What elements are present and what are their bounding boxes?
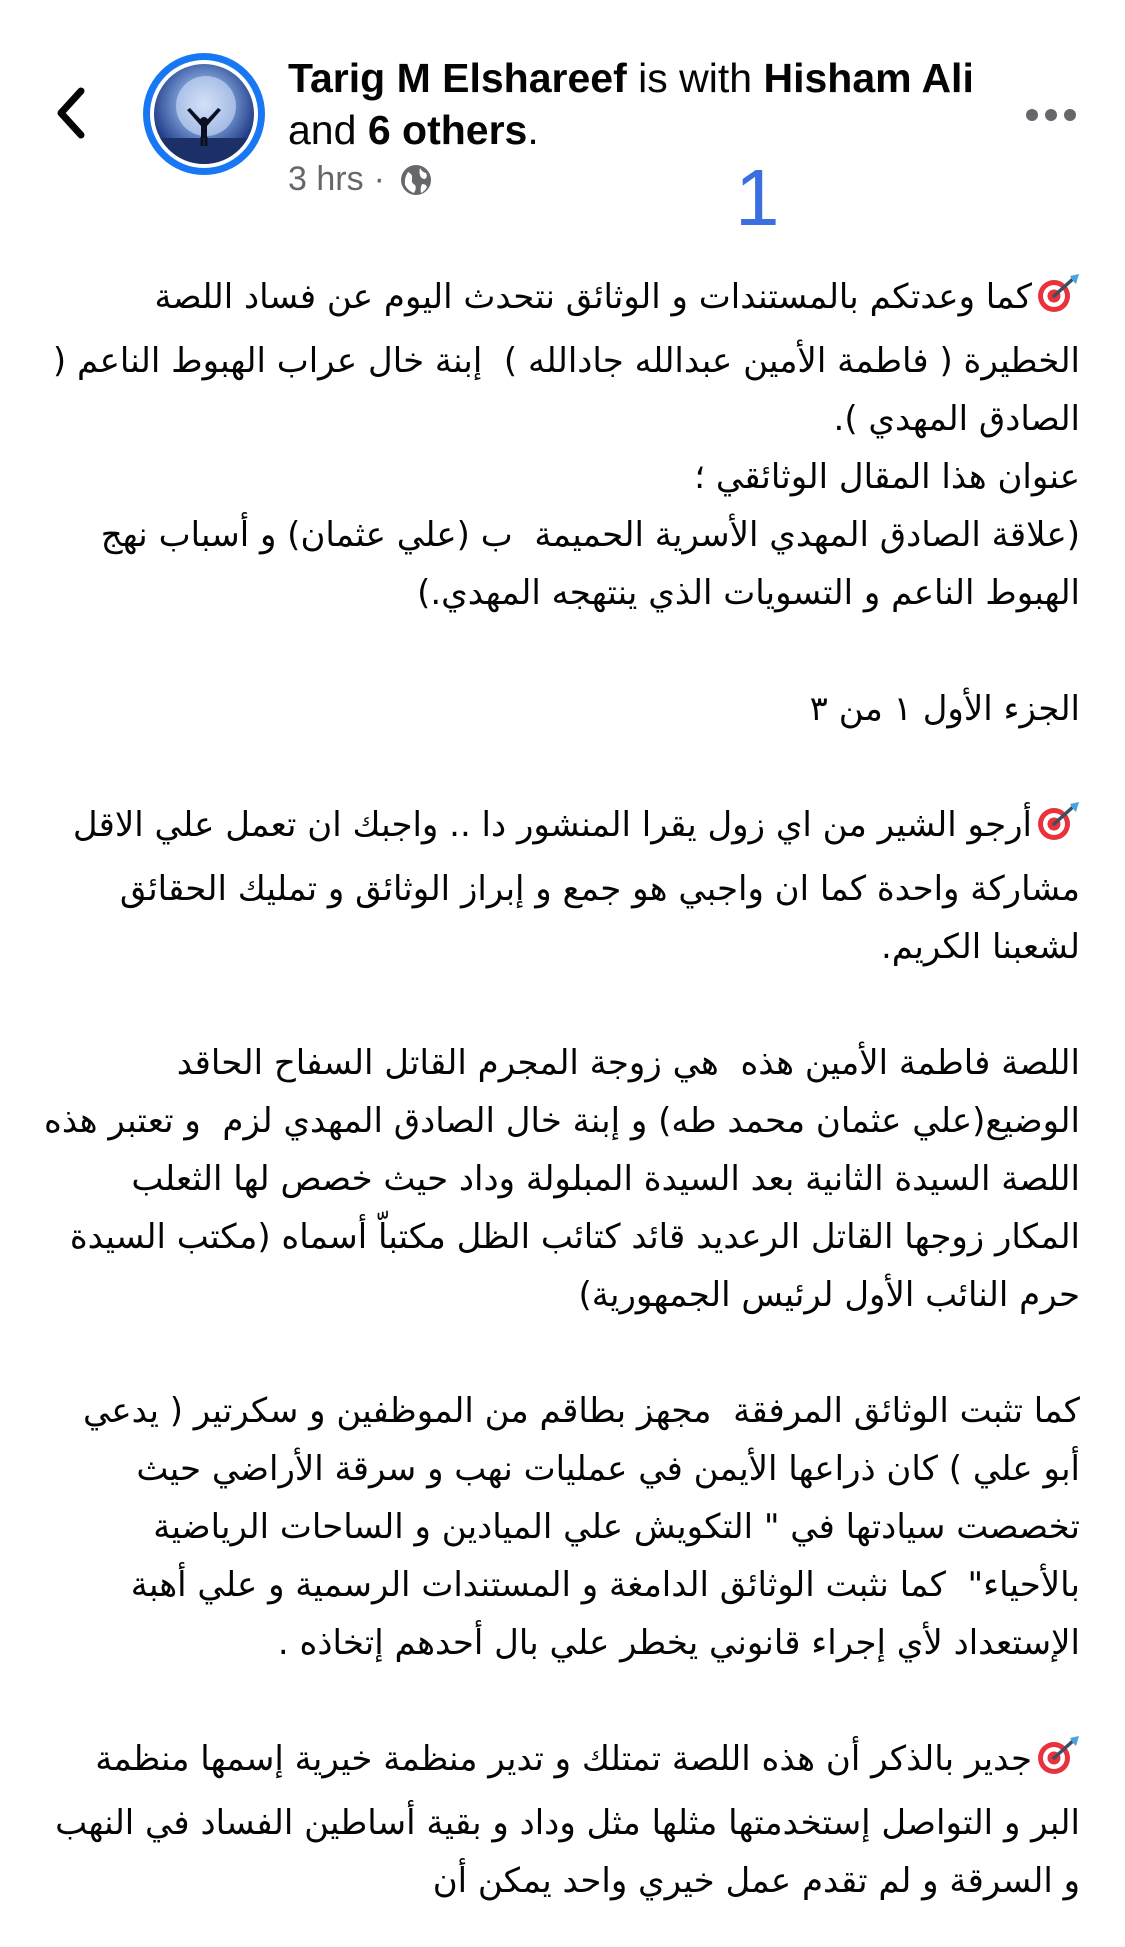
more-horizontal-icon bbox=[1025, 108, 1077, 122]
post-paragraph: كما تثبت الوثائق المرفقة مجهز بطاقم من الموظفين و سكرتير ( يدعي أبو علي ) كان ذراعها الأيمن في عمليات نهب و سرقة الأراضي حيث تخصصت سيادتها في " التكويش علي الميادين و الساحات الرياضية بالأحياء" كما نثبت الوثائق الدامغة و المستندات الرسمية و علي أهبة الإستعداد لأي إجراء قانوني يخطر علي بال أحدهم إتخاذه . bbox=[72, 1391, 1080, 1663]
post-paragraph-text: جدير بالذكر أن هذه اللصة تمتلك و تدير منظمة خيرية إسمها منظمة البر و التواصل إستخدمتها مثلها مثل وداد و بقية أساطين الفساد في النهب و السرقة و لم تقدم عمل خيري واحد يمكن أن bbox=[44, 1739, 1080, 1901]
back-button[interactable] bbox=[40, 78, 100, 148]
with-text: is with bbox=[638, 55, 753, 101]
post-paragraph: عنوان هذا المقال الوثائقي ؛ bbox=[694, 457, 1080, 497]
period: . bbox=[527, 107, 539, 153]
post-paragraph-text: أرجو الشير من اي زول يقرا المنشور دا .. واجبك ان تعمل علي الاقل مشاركة واحدة كما ان واجبي هو جمع و إبراز الوثائق و تمليك الحقائق لشعبنا الكريم. bbox=[62, 805, 1080, 967]
post-body bbox=[33, 268, 1080, 1910]
post-spacer bbox=[40, 1672, 1080, 1730]
avatar-image bbox=[154, 64, 254, 164]
post-paragraph: الجزء الأول ١ من ٣ bbox=[809, 689, 1080, 729]
dart-target-icon bbox=[1036, 274, 1080, 332]
post-time[interactable]: 3 hrs bbox=[288, 160, 364, 198]
tagged-others[interactable]: 6 others bbox=[367, 107, 528, 153]
dart-target-icon bbox=[1036, 802, 1080, 860]
annotation-marker: 1 bbox=[735, 153, 780, 242]
chevron-left-icon bbox=[53, 85, 87, 141]
dart-target-icon bbox=[1036, 1736, 1080, 1794]
post-spacer bbox=[40, 738, 1080, 796]
more-options-button[interactable] bbox=[1018, 95, 1084, 135]
author-name[interactable]: Tarig M Elshareef bbox=[288, 55, 627, 101]
globe-icon[interactable] bbox=[399, 163, 433, 197]
post-paragraph bbox=[40, 796, 1080, 976]
post-paragraph: اللصة فاطمة الأمين هذه هي زوجة المجرم القاتل السفاح الحاقد الوضيع(علي عثمان محمد طه) و إبنة خال الصادق المهدي لزم و تعتبر هذه اللصة السيدة الثانية بعد السيدة المبلولة وداد حيث خصص لها الثعلب المكار زوجها القاتل الرعديد قائد كتائب الظل مكتباّ أسماه (مكتب السيدة حرم النائب الأول لرئيس الجمهورية) bbox=[33, 1043, 1080, 1315]
post-author-line bbox=[288, 52, 1008, 156]
post-paragraph-text: كما وعدتكم بالمستندات و الوثائق نتحدث اليوم عن فساد اللصة الخطيرة ( فاطمة الأمين عبدالله جادالله ) إبنة خال عراب الهبوط الناعم ( الصادق المهدي ). bbox=[42, 277, 1080, 439]
tagged-person[interactable]: Hisham Ali bbox=[763, 55, 974, 101]
post-spacer bbox=[40, 622, 1080, 680]
post-paragraph bbox=[40, 268, 1080, 448]
post-meta bbox=[288, 160, 433, 199]
avatar[interactable] bbox=[143, 53, 265, 175]
post-header bbox=[0, 0, 1125, 240]
post-spacer bbox=[40, 976, 1080, 1034]
and-text: and bbox=[288, 107, 357, 153]
post-spacer bbox=[40, 1324, 1080, 1382]
post-paragraph: (علاقة الصادق المهدي الأسرية الحميمة ب (علي عثمان) و أسباب نهج الهبوط الناعم و التسويات الذي ينتهجه المهدي.) bbox=[89, 515, 1080, 613]
meta-separator: · bbox=[373, 160, 385, 198]
post-paragraph bbox=[40, 1730, 1080, 1910]
